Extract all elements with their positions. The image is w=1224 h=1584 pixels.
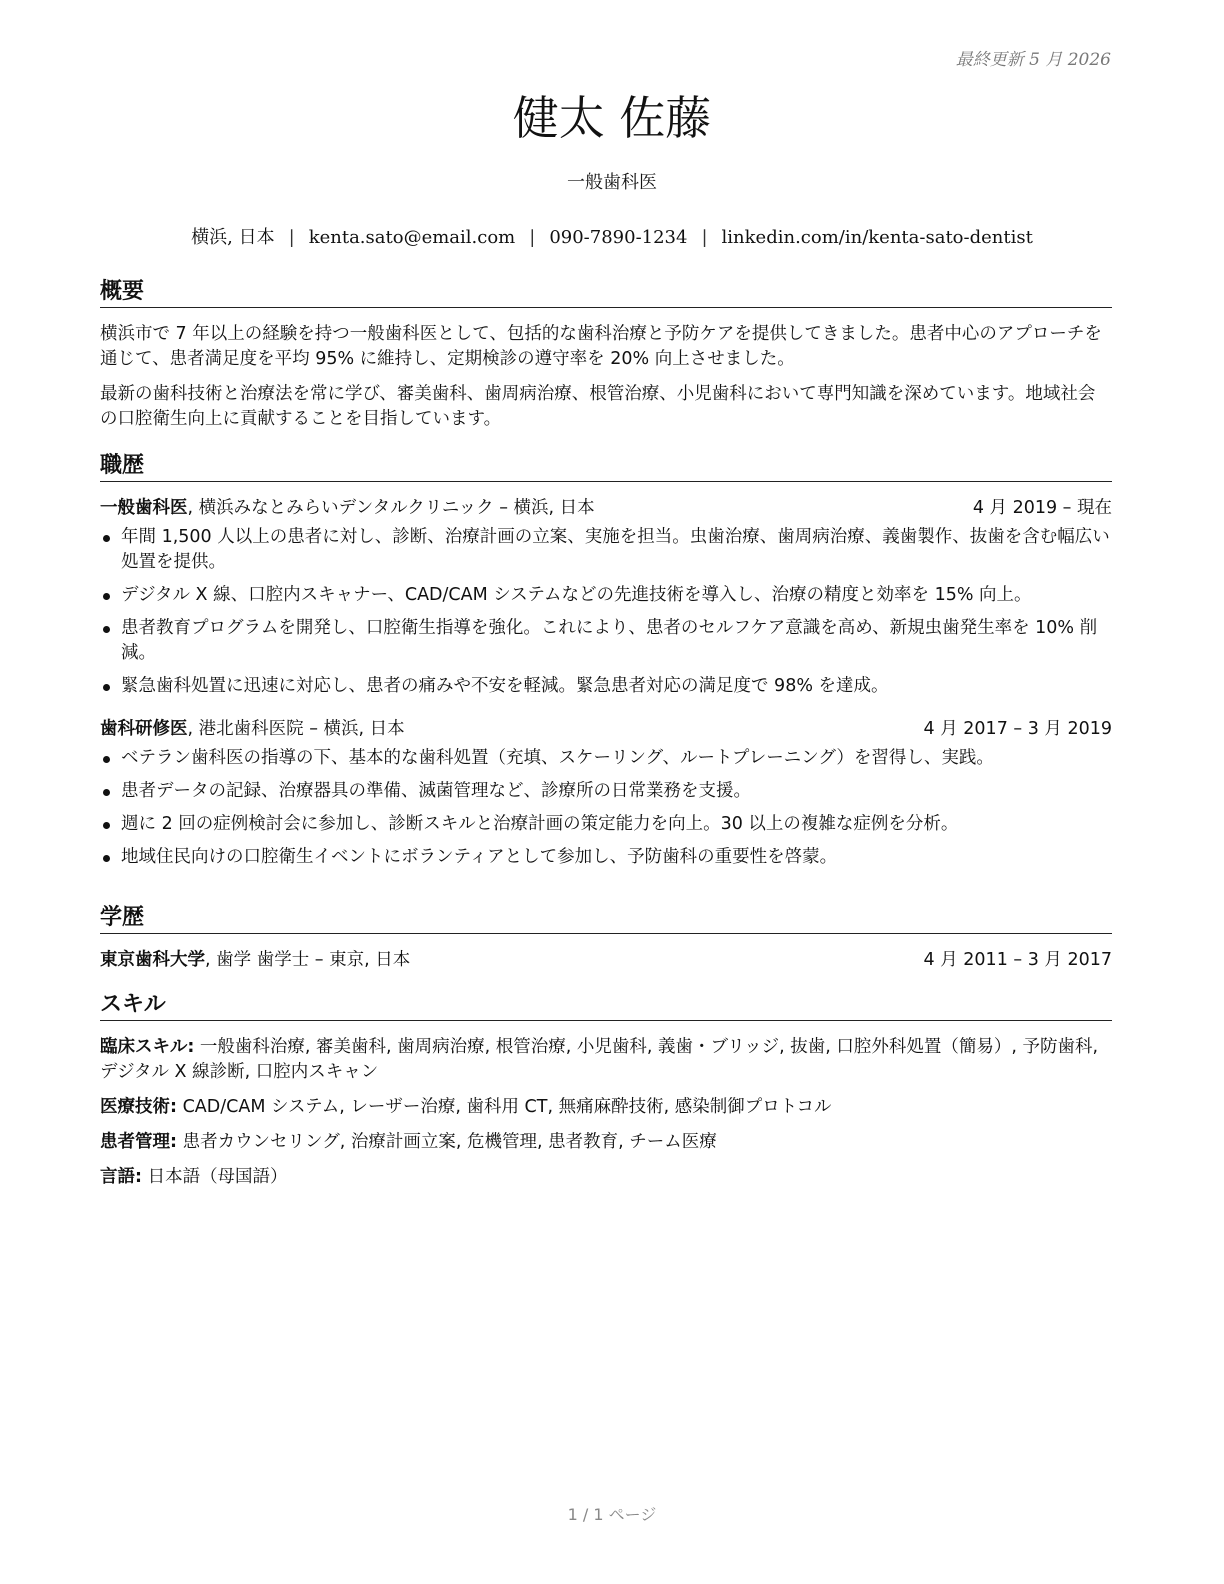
job-dates: 4 月 2017 – 3 月 2019 bbox=[923, 719, 1112, 739]
contact-linkedin[interactable]: linkedin.com/in/kenta-sato-dentist bbox=[721, 227, 1033, 248]
skill-value: CAD/CAM システム, レーザー治療, 歯科用 CT, 無痛麻酔技術, 感染制御プロトコル bbox=[177, 1097, 832, 1117]
education-school-detail bbox=[100, 948, 410, 973]
section-title-summary: 概要 bbox=[100, 278, 1112, 308]
contact-separator: | bbox=[288, 227, 295, 248]
skill-label: 臨床スキル: bbox=[100, 1037, 195, 1057]
contact-line bbox=[0, 225, 1224, 251]
job-position-org bbox=[100, 717, 405, 742]
summary-paragraph: 最新の歯科技術と治療法を常に学び、審美歯科、歯周病治療、根管治療、小児歯科において専門知識を深めています。地域社会の口腔衛生向上に貢献することを目指しています。 bbox=[100, 384, 1096, 429]
contact-separator: | bbox=[701, 227, 708, 248]
job-bullet: 緊急歯科処置に迅速に対応し、患者の痛みや不安を軽減。緊急患者対応の満足度で 98% を達成。 bbox=[100, 674, 1112, 699]
person-name: 健太 佐藤 bbox=[512, 91, 712, 145]
job-bullets bbox=[100, 746, 1112, 870]
education-detail: , 歯学 歯学士 – 東京, 日本 bbox=[205, 950, 411, 970]
job-entry bbox=[100, 496, 1112, 699]
job-bullet: 患者データの記録、治療器具の準備、滅菌管理など、診療所の日常業務を支援。 bbox=[100, 779, 1112, 804]
job-position-org bbox=[100, 496, 595, 521]
job-entry bbox=[100, 717, 1112, 870]
skill-line bbox=[100, 1035, 1112, 1085]
job-bullet: 年間 1,500 人以上の患者に対し、診断、治療計画の立案、実施を担当。虫歯治療、歯周病治療、義歯製作、抜歯を含む幅広い処置を提供。 bbox=[100, 525, 1112, 575]
job-dates: 4 月 2019 – 現在 bbox=[972, 498, 1112, 518]
skill-line bbox=[100, 1095, 1112, 1120]
experience-section bbox=[100, 452, 1112, 878]
skill-label: 言語: bbox=[100, 1167, 142, 1187]
job-header bbox=[100, 496, 1112, 521]
job-bullet: デジタル X 線、口腔内スキャナー、CAD/CAM システムなどの先進技術を導入し、治療の精度と効率を 15% 向上。 bbox=[100, 583, 1112, 608]
job-header bbox=[100, 717, 1112, 742]
skill-line bbox=[100, 1130, 1112, 1155]
section-title-education: 学歴 bbox=[100, 904, 1112, 934]
contact-email[interactable]: kenta.sato@email.com bbox=[308, 227, 516, 248]
job-bullet: ベテラン歯科医の指導の下、基本的な歯科処置（充填、スケーリング、ルートプレーニング）を習得し、実践。 bbox=[100, 746, 1112, 771]
page-number: 1 / 1 ページ bbox=[567, 1505, 657, 1524]
contact-phone[interactable]: 090-7890-1234 bbox=[549, 227, 688, 248]
education-entry bbox=[100, 948, 1112, 973]
education-dates: 4 月 2011 – 3 月 2017 bbox=[923, 950, 1112, 970]
job-position: 一般歯科医 bbox=[100, 498, 188, 518]
job-org: , 港北歯科医院 – 横浜, 日本 bbox=[187, 719, 405, 739]
job-position: 歯科研修医 bbox=[100, 719, 188, 739]
job-bullets bbox=[100, 525, 1112, 699]
summary-section bbox=[100, 278, 1112, 432]
job-bullet: 地域住民向けの口腔衛生イベントにボランティアとして参加し、予防歯科の重要性を啓蒙。 bbox=[100, 845, 1112, 870]
skill-value: 患者カウンセリング, 治療計画立案, 危機管理, 患者教育, チーム医療 bbox=[177, 1132, 717, 1152]
section-title-skills: スキル bbox=[100, 991, 1112, 1021]
contact-separator: | bbox=[529, 227, 536, 248]
skill-label: 医療技術: bbox=[100, 1097, 177, 1117]
skill-value: 日本語（母国語） bbox=[142, 1167, 288, 1187]
section-title-experience: 職歴 bbox=[100, 452, 1112, 482]
contact-location: 横浜, 日本 bbox=[191, 227, 275, 248]
last-updated: 最終更新 5 月 2026 bbox=[955, 50, 1111, 70]
skills-section bbox=[100, 991, 1112, 1190]
skill-label: 患者管理: bbox=[100, 1132, 177, 1152]
summary-paragraph: 横浜市で 7 年以上の経験を持つ一般歯科医として、包括的な歯科治療と予防ケアを提供してきました。患者中心のアプローチを通じて、患者満足度を平均 95% に維持し、定期検診の遵守率を 20% 向上させました。 bbox=[100, 324, 1102, 369]
education-section bbox=[100, 904, 1112, 973]
job-bullet: 患者教育プログラムを開発し、口腔衛生指導を強化。これにより、患者のセルフケア意識を高め、新規虫歯発生率を 10% 削減。 bbox=[100, 616, 1112, 666]
education-school: 東京歯科大学 bbox=[100, 950, 205, 970]
job-title: 一般歯科医 bbox=[567, 172, 657, 193]
skill-line bbox=[100, 1165, 1112, 1190]
job-org: , 横浜みなとみらいデンタルクリニック – 横浜, 日本 bbox=[187, 498, 595, 518]
skill-value: 一般歯科治療, 審美歯科, 歯周病治療, 根管治療, 小児歯科, 義歯・ブリッジ, 抜歯, 口腔外科処置（簡易）, 予防歯科, デジタル X 線診断, 口腔内スキャン bbox=[100, 1037, 1099, 1082]
job-bullet: 週に 2 回の症例検討会に参加し、診断スキルと治療計画の策定能力を向上。30 以上の複雑な症例を分析。 bbox=[100, 812, 1112, 837]
